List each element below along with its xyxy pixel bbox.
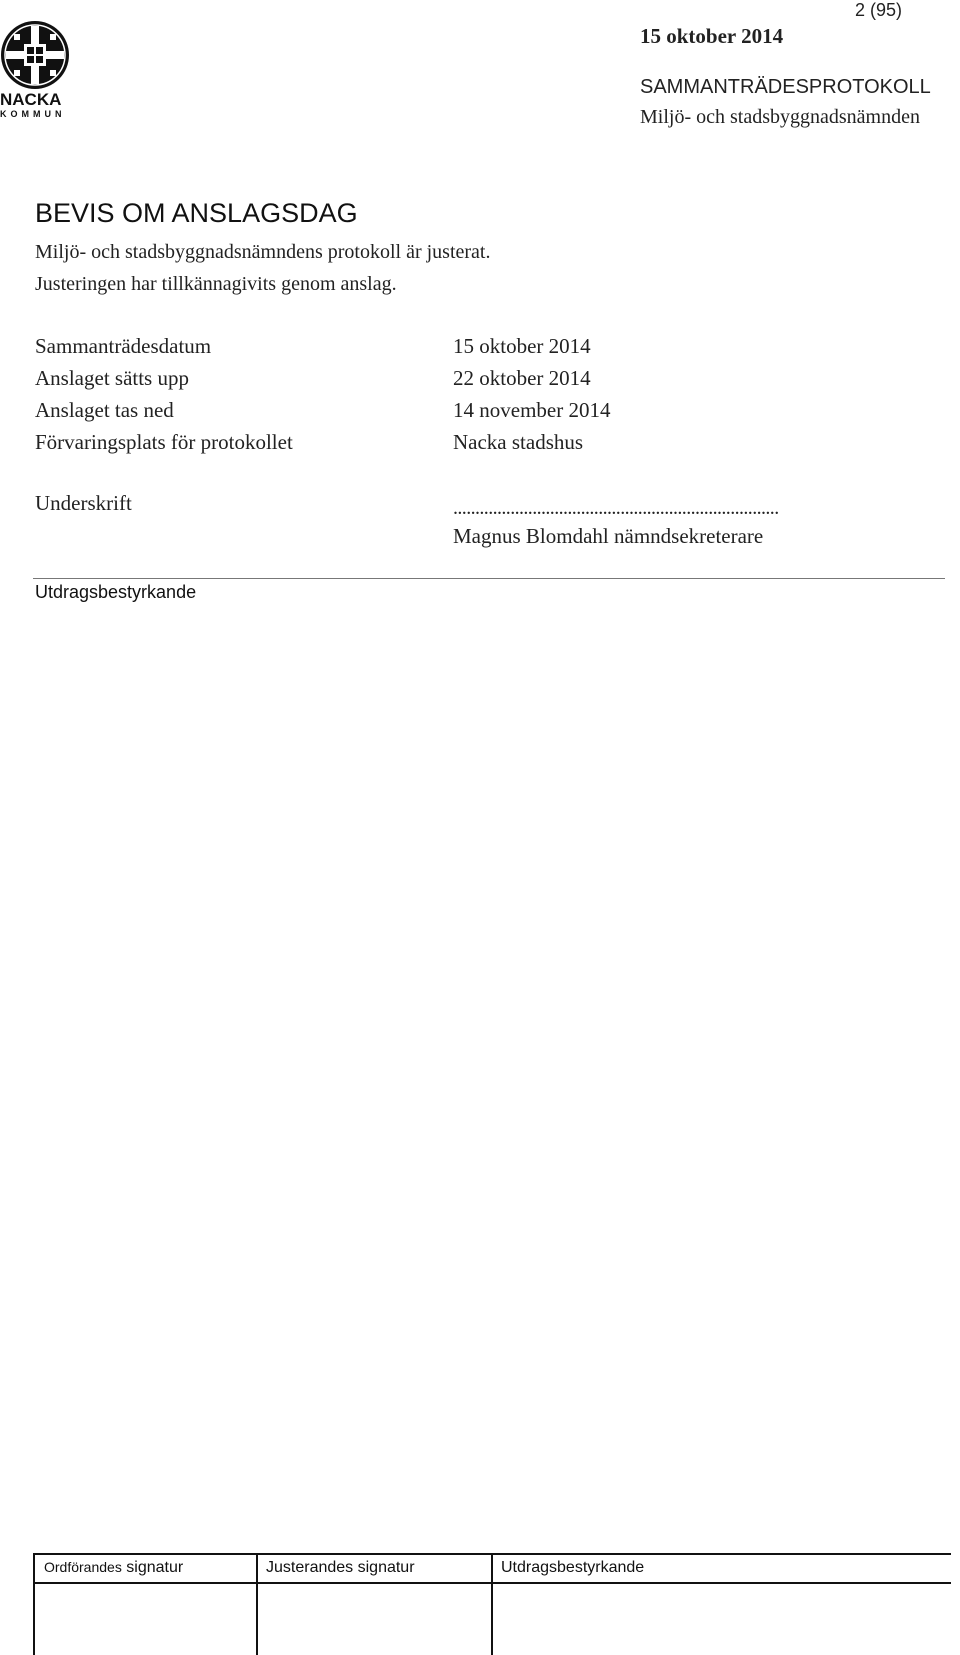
row-value-posted: 22 oktober 2014 [453, 366, 591, 390]
extract-certification-label: Utdragsbestyrkande [35, 582, 197, 602]
signature-footer-table [33, 1553, 951, 1655]
row-label-storage-location: Förvaringsplats för protokollet [35, 430, 293, 454]
row-label-meeting-date: Sammanträdesdatum [35, 334, 212, 358]
certificate-text-line-1: Miljö- och stadsbyggnadsnämndens protokoll är justerat. [35, 241, 491, 263]
signature-line: .......................................................................... [453, 497, 779, 519]
municipality-emblem-icon [0, 20, 70, 90]
page-number: 2 (95) [855, 0, 903, 20]
row-label-removed: Anslaget tas ned [35, 398, 174, 422]
meeting-date-header: 15 oktober 2014 [640, 24, 784, 48]
adjuster-signature-label: Justerandes signatur [266, 1559, 415, 1576]
row-value-storage-location: Nacka stadshus [453, 430, 584, 454]
chair-signature-prefix: Ordförandes [44, 1559, 122, 1575]
logo-wordmark [0, 91, 78, 119]
board-name: Miljö- och stadsbyggnadsnämnden [640, 106, 920, 128]
footer-cell-chair [33, 1555, 258, 1655]
document-type: SAMMANTRÄDESPROTOKOLL [640, 76, 931, 98]
chair-signature-suffix: signatur [126, 1559, 184, 1576]
row-value-meeting-date: 15 oktober 2014 [453, 334, 591, 358]
chair-signature-label [44, 1559, 183, 1577]
certificate-title: BEVIS OM ANSLAGSDAG [35, 198, 358, 228]
logo-name-line1: NACKA [0, 90, 62, 109]
certificate-text-line-2: Justeringen har tillkännagivits genom anslag. [35, 273, 397, 295]
footer-cell-adjuster [256, 1555, 493, 1655]
signer-name: Magnus Blomdahl nämndsekreterare [453, 524, 764, 548]
signature-label: Underskrift [35, 491, 132, 515]
extract-certification-footer-label: Utdragsbestyrkande [501, 1559, 645, 1576]
row-label-posted: Anslaget sätts upp [35, 366, 189, 390]
footer-cell-extract [491, 1555, 951, 1655]
logo-name-line2: KOMMUN [0, 109, 66, 119]
section-divider [33, 578, 945, 579]
row-value-removed: 14 november 2014 [453, 398, 611, 422]
